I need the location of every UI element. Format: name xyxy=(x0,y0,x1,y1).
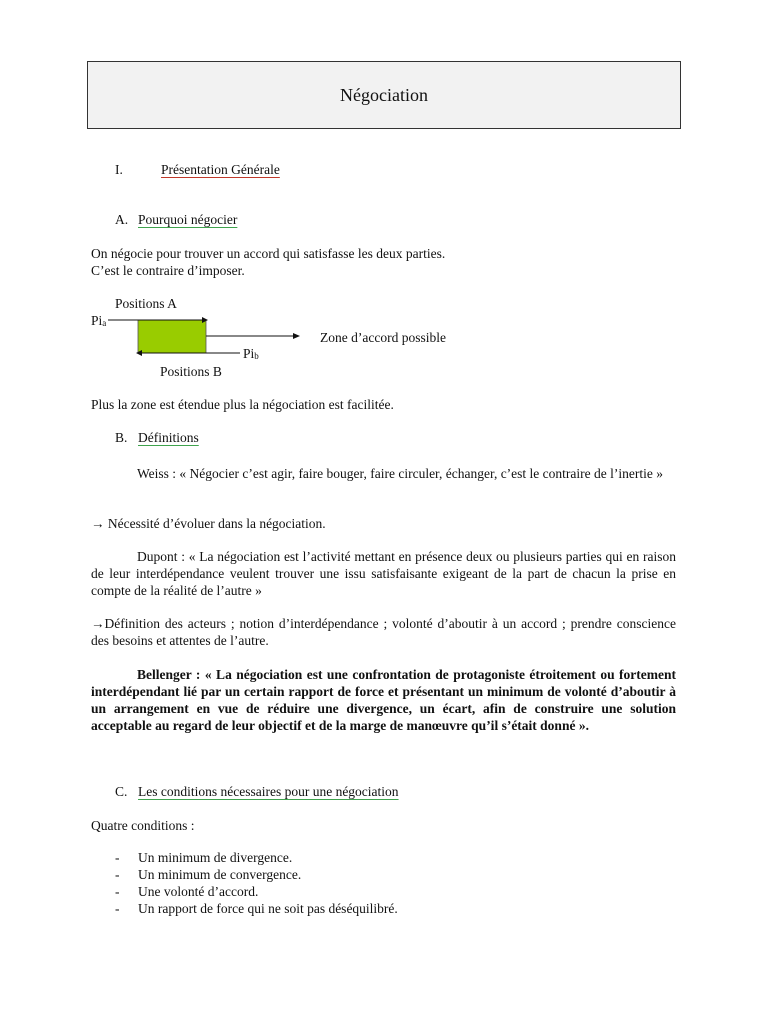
page-title: Négociation xyxy=(340,84,428,105)
condition-text: Un minimum de convergence. xyxy=(138,867,302,882)
zone-label: Zone d’accord possible xyxy=(320,330,446,345)
pi-b-sub: b xyxy=(254,351,259,361)
weiss-quote: Weiss : « Négocier c’est agir, faire bouger, faire circuler, échanger, c’est le contraire de l’inertie » xyxy=(137,466,663,481)
section-c-letter: C. xyxy=(115,784,128,799)
pi-b-main: Pi xyxy=(243,346,255,361)
section-c-heading: Les conditions nécessaires pour une négociation xyxy=(138,784,399,799)
weiss-note: → Nécessité d’évoluer dans la négociation. xyxy=(91,516,326,531)
pi-a-sub: a xyxy=(102,318,107,328)
list-item xyxy=(115,884,258,900)
zone-arrow-head xyxy=(293,333,300,339)
section-a-letter: A. xyxy=(115,212,129,227)
condition-text: Un minimum de divergence. xyxy=(138,850,293,865)
title-box xyxy=(87,61,681,129)
list-item xyxy=(115,850,292,866)
section-a-heading: Pourquoi négocier xyxy=(138,212,238,227)
agreement-zone-box xyxy=(138,320,206,353)
pi-b-label xyxy=(243,346,259,362)
intro-line-1: On négocie pour trouver un accord qui satisfasse les deux parties. xyxy=(91,246,446,261)
conditions-intro: Quatre conditions : xyxy=(91,818,195,833)
section-1-numeral: I. xyxy=(115,162,123,177)
dupont-note: →Définition des acteurs ; notion d’interdépendance ; volonté d’aboutir à un accord ; prendre conscience des besoins et attentes de l’autre. xyxy=(91,616,676,648)
zone-note: Plus la zone est étendue plus la négociation est facilitée. xyxy=(91,397,394,412)
section-b-heading: Définitions xyxy=(138,430,199,445)
list-dash: - xyxy=(115,867,120,882)
pi-a-main: Pi xyxy=(91,313,103,328)
list-dash: - xyxy=(115,850,120,865)
list-dash: - xyxy=(115,884,120,899)
list-dash: - xyxy=(115,901,120,916)
condition-text: Une volonté d’accord. xyxy=(138,884,259,899)
list-item xyxy=(115,867,301,883)
positions-a-label: Positions A xyxy=(115,296,177,311)
section-b-letter: B. xyxy=(115,430,128,445)
negotiation-zone-diagram xyxy=(100,312,310,362)
condition-text: Un rapport de force qui ne soit pas déséquilibré. xyxy=(138,901,398,916)
list-item xyxy=(115,901,398,917)
positions-b-label: Positions B xyxy=(160,364,222,379)
section-1-heading: Présentation Générale xyxy=(161,162,280,177)
dupont-quote: Dupont : « La négociation est l’activité mettant en présence deux ou plusieurs parties qui en raison de leur interdépendance veulent trouver une issu satisfaisante exigeant de la part de chacun la prise en compte de la réalité de l’autre » xyxy=(91,549,676,598)
intro-line-2: C’est le contraire d’imposer. xyxy=(91,263,245,278)
bellenger-quote: Bellenger : « La négociation est une confrontation de protagoniste étroitement ou fortement interdépendant lié par un certain rapport de force et présentant un minimum de volonté d’aboutir à un arrangement en vue de réduire une divergence, un écart, afin de construire une solution acceptable au regard de leur objectif et de la marge de manœuvre qu’il s’était donné ». xyxy=(91,667,676,733)
